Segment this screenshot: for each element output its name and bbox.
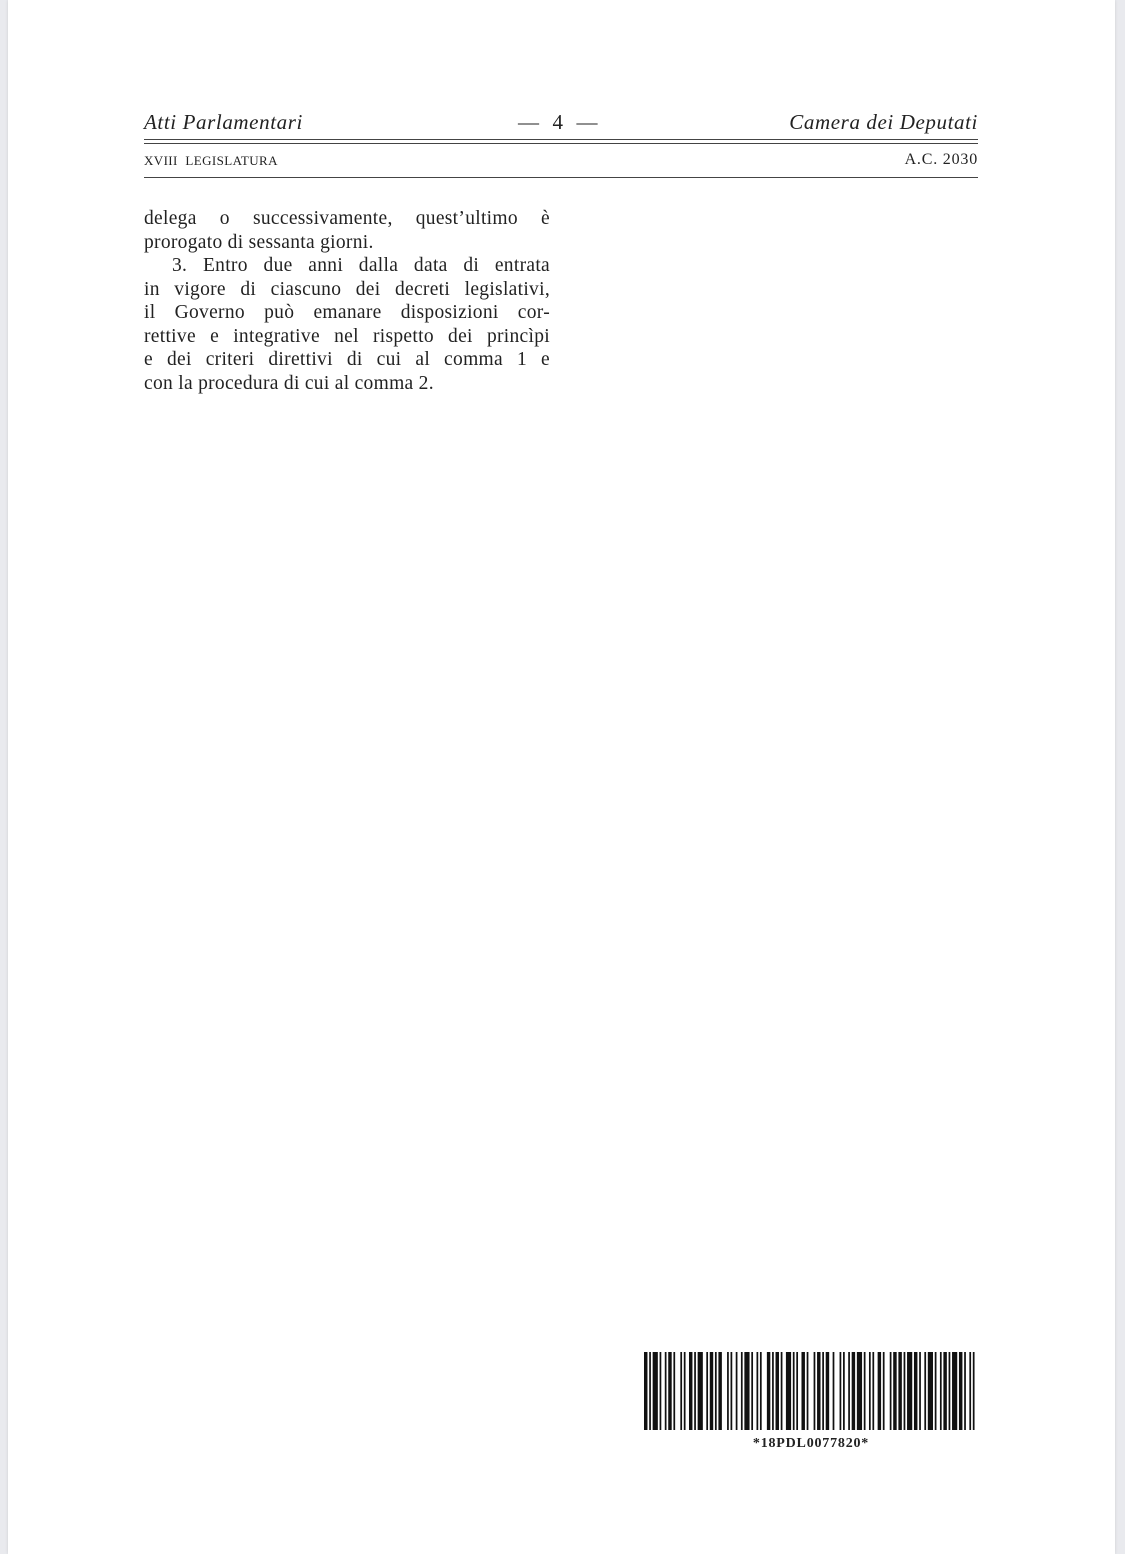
text-line: e dei criteri direttivi di cui al comma 1 e (144, 349, 550, 370)
barcode-bar (898, 1352, 901, 1430)
text-line: in vigore di ciascuno dei decreti legislativi, (144, 278, 550, 300)
barcode-bar (776, 1352, 779, 1430)
barcode-bar (883, 1352, 885, 1430)
barcode-bar (751, 1352, 753, 1430)
barcode-bar (919, 1352, 921, 1430)
barcode-bar (914, 1352, 917, 1430)
barcode-bar (907, 1352, 912, 1430)
barcode-bar (718, 1352, 721, 1430)
barcode-bar (731, 1352, 733, 1430)
barcode-bar (801, 1352, 804, 1430)
header-double-rule (144, 139, 978, 144)
barcode-bar (653, 1352, 658, 1430)
barcode-bar (857, 1352, 862, 1430)
barcode-image (644, 1352, 978, 1430)
barcode-bar (826, 1352, 829, 1430)
barcode-bar (969, 1352, 971, 1430)
barcode-bar (736, 1352, 738, 1430)
barcode-bar (814, 1352, 816, 1430)
barcode-bar (673, 1352, 675, 1430)
barcode-bar (689, 1352, 692, 1430)
barcode-bar (817, 1352, 820, 1430)
barcode-bar (793, 1352, 795, 1430)
barcode-bar (943, 1352, 946, 1430)
barcode-bar (864, 1352, 866, 1430)
barcode-bar (680, 1352, 682, 1430)
barcode-bar (767, 1352, 770, 1430)
legislature-label: XVIII LEGISLATURA (144, 153, 278, 168)
barcode-bar (852, 1352, 855, 1430)
header-publication: Atti Parlamentari (144, 110, 303, 134)
barcode-bar (935, 1352, 937, 1430)
text-line: prorogato di sessanta giorni. (144, 231, 374, 253)
barcode-bar (890, 1352, 892, 1430)
header-chamber: Camera dei Deputati (789, 110, 978, 134)
barcode-bar (668, 1352, 671, 1430)
barcode-bar (973, 1352, 975, 1430)
text-line: delega o successivamente, quest’ultimo è (144, 208, 550, 229)
barcode-bar (741, 1352, 743, 1430)
barcode-bar (781, 1352, 783, 1430)
barcode-bar (952, 1352, 957, 1430)
barcode-bar (710, 1352, 713, 1430)
text-line: rettive e integrative nel rispetto dei princìpi (144, 325, 550, 347)
barcode-bar (940, 1352, 942, 1430)
text-line: il Governo può emanare disposizioni cor- (144, 302, 550, 323)
barcode-bar (649, 1352, 651, 1430)
barcode-bar (924, 1352, 926, 1430)
barcode-bar (840, 1352, 842, 1430)
header-rule (144, 177, 978, 178)
text-line: 3. Entro due anni dalla data di entrata (172, 255, 550, 276)
barcode-bar (744, 1352, 749, 1430)
barcode-bar (698, 1352, 703, 1430)
barcode-bar (878, 1352, 881, 1430)
text-line: con la procedura di cui al comma 2. (144, 372, 434, 394)
barcode-bar (786, 1352, 791, 1430)
act-number: A.C. 2030 (904, 151, 978, 168)
barcode-bar (665, 1352, 667, 1430)
barcode-bar (706, 1352, 708, 1430)
barcode-bar (760, 1352, 762, 1430)
barcode-bar (822, 1352, 824, 1430)
body-text (144, 207, 550, 395)
barcode-bar (872, 1352, 874, 1430)
barcode-bar (833, 1352, 835, 1430)
barcode-bar (843, 1352, 845, 1430)
barcode-bar (756, 1352, 758, 1430)
barcode-bar (949, 1352, 951, 1430)
page-number: — 4 — (518, 110, 599, 134)
barcode-bar (964, 1352, 966, 1430)
barcode-bar (694, 1352, 696, 1430)
barcode-bar (715, 1352, 717, 1430)
barcode-caption: *18PDL0077820* (752, 1436, 870, 1451)
barcode-bar (644, 1352, 647, 1430)
barcode-bar (772, 1352, 774, 1430)
barcode-bar (807, 1352, 809, 1430)
barcode-bar (684, 1352, 686, 1430)
barcode-bar (848, 1352, 850, 1430)
document-page (8, 0, 1115, 1554)
sub-header (144, 152, 978, 172)
barcode-bar (904, 1352, 906, 1430)
barcode-bar (660, 1352, 662, 1430)
barcode-bar (959, 1352, 962, 1430)
barcode-bar (869, 1352, 871, 1430)
barcode-bar (727, 1352, 729, 1430)
barcode-bar (928, 1352, 933, 1430)
barcode-bar (893, 1352, 896, 1430)
barcode-bar (796, 1352, 798, 1430)
running-header (144, 110, 978, 138)
